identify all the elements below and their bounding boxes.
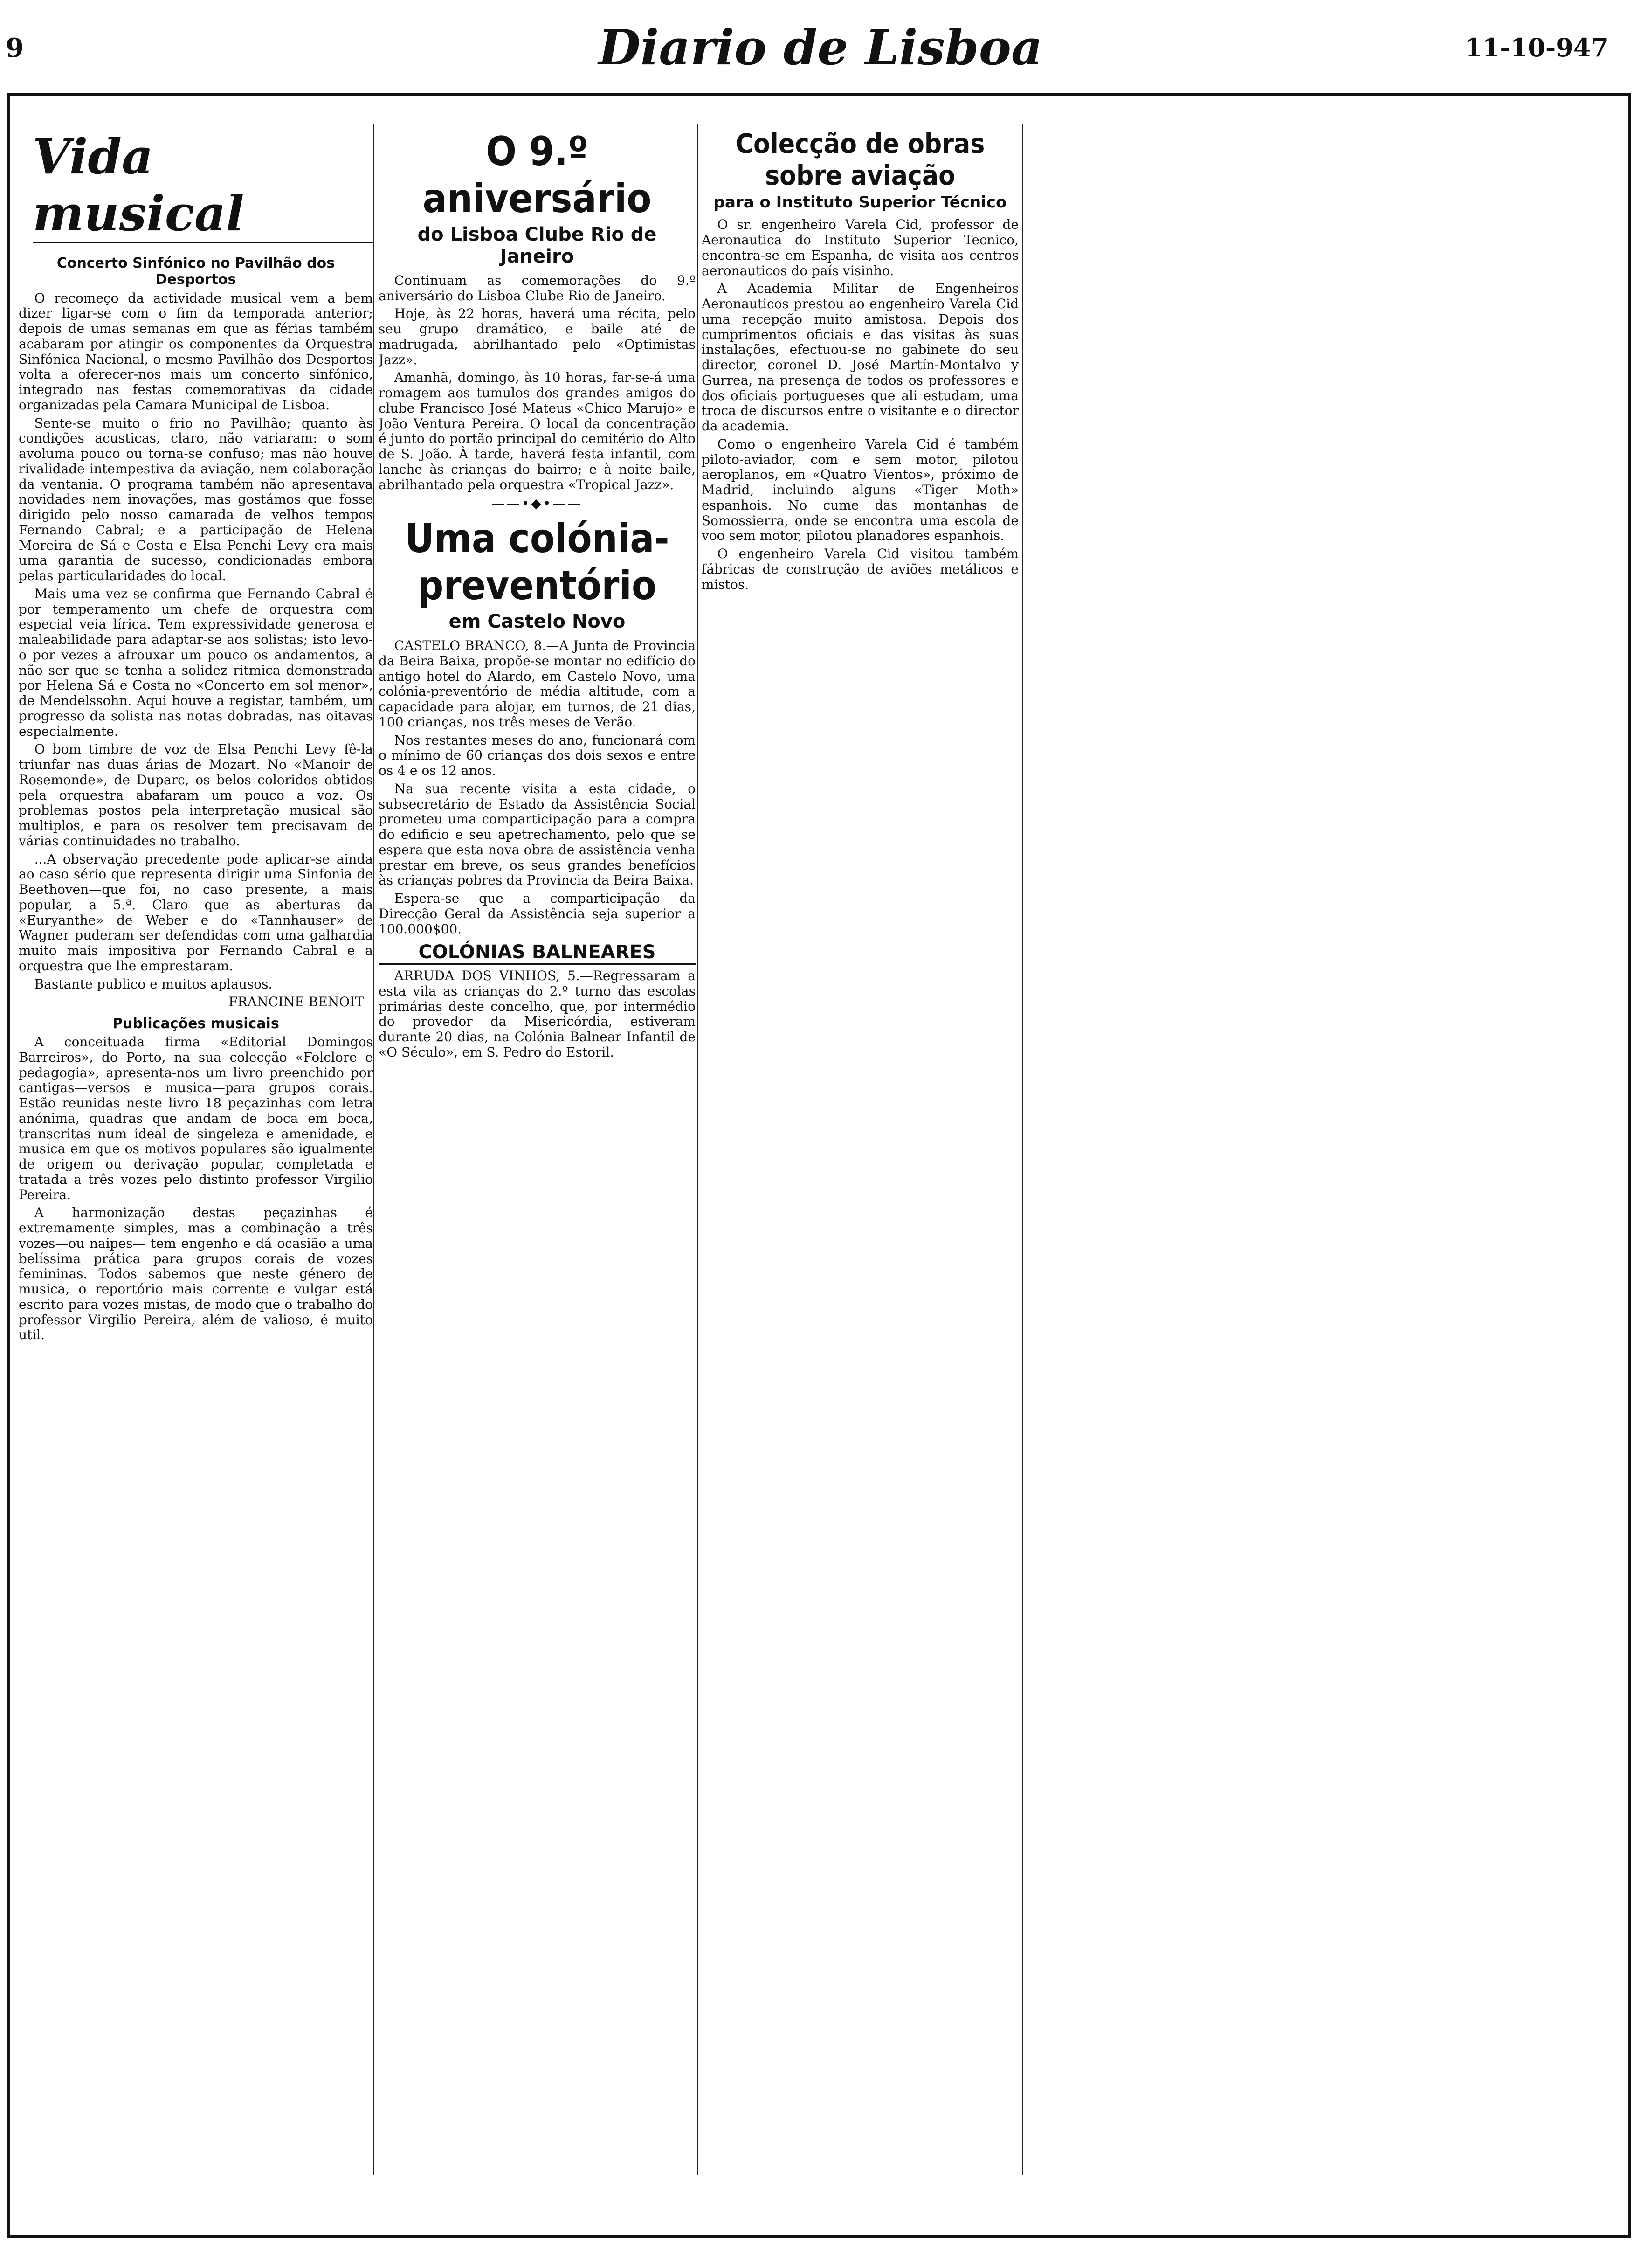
article-paragraph: O engenheiro Varela Cid visitou também fábricas de construção de aviões metálicos e mistos. [702, 546, 1019, 592]
headline: Colecção de obras sobre aviação [735, 128, 985, 191]
masthead: Diario de Lisboa [598, 19, 1043, 76]
article-paragraph: CASTELO BRANCO, 8.—A Junta de Provincia da Beira Baixa, propõe-se montar no edifício do antigo hotel do Alardo, em Castelo Novo, uma colónia-preventório de média altitude, com a capacidade para alojar, em turnos, de 21 dias, 100 crianças, nos três meses de Verão. [379, 638, 696, 730]
article-paragraph: Hoje, às 22 horas, haverá uma récita, pelo seu grupo dramático, e baile até de madrugada, abrilhantado pelo «Optimistas Jazz». [379, 306, 696, 367]
column-two [379, 128, 696, 1063]
article-paragraph: Espera-se que a comparticipação da Direcção Geral da Assistência seja superior a 100.000$00. [379, 891, 696, 937]
column-three [702, 128, 1019, 595]
column-rule [1022, 124, 1023, 2175]
subheadline: para o Instituto Superior Técnico [713, 193, 1007, 212]
article-paragraph: Continuam as comemorações do 9.º aniversário do Lisboa Clube Rio de Janeiro. [379, 272, 696, 304]
article-paragraph: O bom timbre de voz de Elsa Penchi Levy fê-la triunfar nas duas árias de Mozart. No «Manoir de Rosemonde», de Duparc, os belos coloridos obtidos pela orquestra abafaram um pouco a voz. Os problemas postos pela interpretação musical são multiplos, e para os resolver tem precisavam de várias continuidades no trabalho. [19, 741, 373, 849]
article-paragraph: Mais uma vez se confirma que Fernando Cabral é por temperamento um chefe de orquestra com especial veia lírica. Tem expressividade generosa e maleabilidade para adaptar-se aos solistas; isto levo-o por vezes a afrouxar um pouco os andamentos, a não ser que se tenha a solidez ritmica demonstrada por Helena Sá e Costa no «Concerto em sol menor», de Mendelssohn. Aqui houve a registar, também, um progresso da solista nas notas dobradas, nas oitavas especialmente. [19, 586, 373, 739]
article-paragraph: Amanhã, domingo, às 10 horas, far-se-á uma romagem aos tumulos dos grandes amigos do clube Francisco José Mateus «Chico Marujo» e João Ventura Pereira. O local da concentração é junto do portão principal do cemitério do Alto de S. João. À tarde, haverá festa infantil, com lanche às crianças do bairro; e à noite baile, abrilhantado pela orquestra «Tropical Jazz». [379, 370, 696, 492]
article-paragraph: ARRUDA DOS VINHOS, 5.—Regressaram a esta vila as crianças do 2.º turno das escolas primárias deste concelho, que, por intermédio do provedor da Misericórdia, estiveram durante 20 dias, na Colónia Balnear Infantil de «O Século», em S. Pedro do Estoril. [379, 968, 696, 1060]
subheadline: em Castelo Novo [448, 611, 626, 633]
subheadline: do Lisboa Clube Rio de Janeiro [417, 224, 657, 268]
headline: O 9.º aniversário [422, 128, 652, 222]
article-paragraph: O sr. engenheiro Varela Cid, professor de Aeronautica do Instituto Superior Tecnico, encontra-se em Espanha, de visita aos centros aeronauticos do país visinho. [702, 217, 1019, 278]
article-paragraph: O recomeço da actividade musical vem a bem dizer ligar-se com o fim da temporada anterior; depois de umas semanas em que as férias também acabaram por atingir os componentes da Orquestra Sinfónica Nacional, o mesmo Pavilhão dos Desportos volta a oferecer-nos mais um concerto sinfónico, integrado nas festas comemorativas da cidade organizadas pela Camara Municipal de Lisboa. [19, 290, 373, 413]
ornament-divider: ——•◆•—— [491, 496, 583, 512]
article-paragraph: A Academia Militar de Engenheiros Aeronauticos prestou ao engenheiro Varela Cid uma recepção muito amistosa. Depois dos cumprimentos oficiais e das visitas às suas instalações, efectuou-se no gabinete do seu director, coronel D. José Martín-Montalvo y Gurrea, na presença de todos os professores e dos oficiais portugueses que ali estudam, uma troca de discursos entre o visitante e o director da academia. [702, 281, 1019, 434]
article-paragraph: A harmonização destas peçazinhas é extremamente simples, mas a combinação a três vozes—ou naipes— tem engenho e dá ocasião a uma belíssima prática para grupos corais de vozes femininas. Todos sabemos que neste género de musica, o reportório mais corrente e vulgar está escrito para vozes mistas, de modo que o trabalho do professor Virgilio Pereira, além de valioso, é muito util. [19, 1205, 373, 1343]
article-byline: FRANCINE BENOIT [228, 994, 364, 1010]
column-rule [697, 124, 698, 2175]
section-title: Vida musical [33, 128, 373, 243]
article-title: Concerto Sinfónico no Pavilhão dos Desportos [56, 255, 335, 288]
article-paragraph: A conceituada firma «Editorial Domingos Barreiros», do Porto, na sua colecção «Folclore e pedagogia», apresenta-nos um livro preenchido por cantigas—versos e musica—para grupos corais. Estão reunidas neste livro 18 peçazinhas com letra anónima, quadras que andam de boca em boca, transcritas num ideal de singeleza e amenidade, e musica em que os motivos populares são igualmente de origem ou derivação popular, completada e tratada a três vozes pelo distinto professor Virgilio Pereira. [19, 1034, 373, 1203]
article-paragraph: Sente-se muito o frio no Pavilhão; quanto às condições acusticas, claro, não variaram: o som avoluma pouco ou torna-se confuso; mas não houve rivalidade intempestiva da aviação, nem colaboração da ventania. O programa também não apresentava novidades nem inovações, mas gostámos que fosse dirigido pelo nosso camarada de velhos tempos Fernando Cabral; e a participação de Helena Moreira de Sá e Costa e Elsa Penchi Levy era mais uma garantia de sucesso, condicionadas embora pelas particularidades do local. [19, 415, 373, 584]
page-header [0, 19, 1641, 89]
article-paragraph: ...A observação precedente pode aplicar-se ainda ao caso sério que representa dirigir uma Sinfonia de Beethoven—que foi, no caso presente, a mais popular, a 5.ª. Claro que as aberturas da «Euryanthe» de Weber e do «Tannhauser» de Wagner puderam ser defendidas com uma galhardia muito mais impositiva por Fernando Cabral e a orquestra que lhe emprestaram. [19, 851, 373, 974]
column-rule [373, 124, 374, 2175]
article-paragraph: Nos restantes meses do ano, funcionará com o mínimo de 60 crianças dos dois sexos e entre os 4 e os 12 anos. [379, 732, 696, 779]
article-paragraph: Como o engenheiro Varela Cid é também piloto-aviador, com e sem motor, pilotou aeroplanos, em «Quatro Vientos», próximo de Madrid, incluindo alguns «Tiger Moth» espanhois. No cume das montanhas de Somossierra, onde se encontra uma escola de voo sem motor, pilotou planadores espanhois. [702, 436, 1019, 544]
headline: Uma colónia-preventório [405, 515, 669, 609]
article-title: COLÓNIAS BALNEARES [379, 941, 696, 965]
article-paragraph: Bastante publico e muitos aplausos. [34, 976, 273, 992]
page-number: 9 [6, 33, 24, 63]
article-title: Publicações musicais [112, 1016, 279, 1032]
column-vida-musical [19, 128, 373, 1346]
article-paragraph: Na sua recente visita a esta cidade, o subsecretário de Estado da Assistência Social prometeu uma comparticipação para a compra do edificio e seu apetrechamento, pelo que se espera que esta nova obra de assistência venha prestar em breve, os seus grandes benefícios às crianças pobres da Provincia da Beira Baixa. [379, 781, 696, 888]
issue-date: 11-10-947 [1465, 33, 1608, 62]
